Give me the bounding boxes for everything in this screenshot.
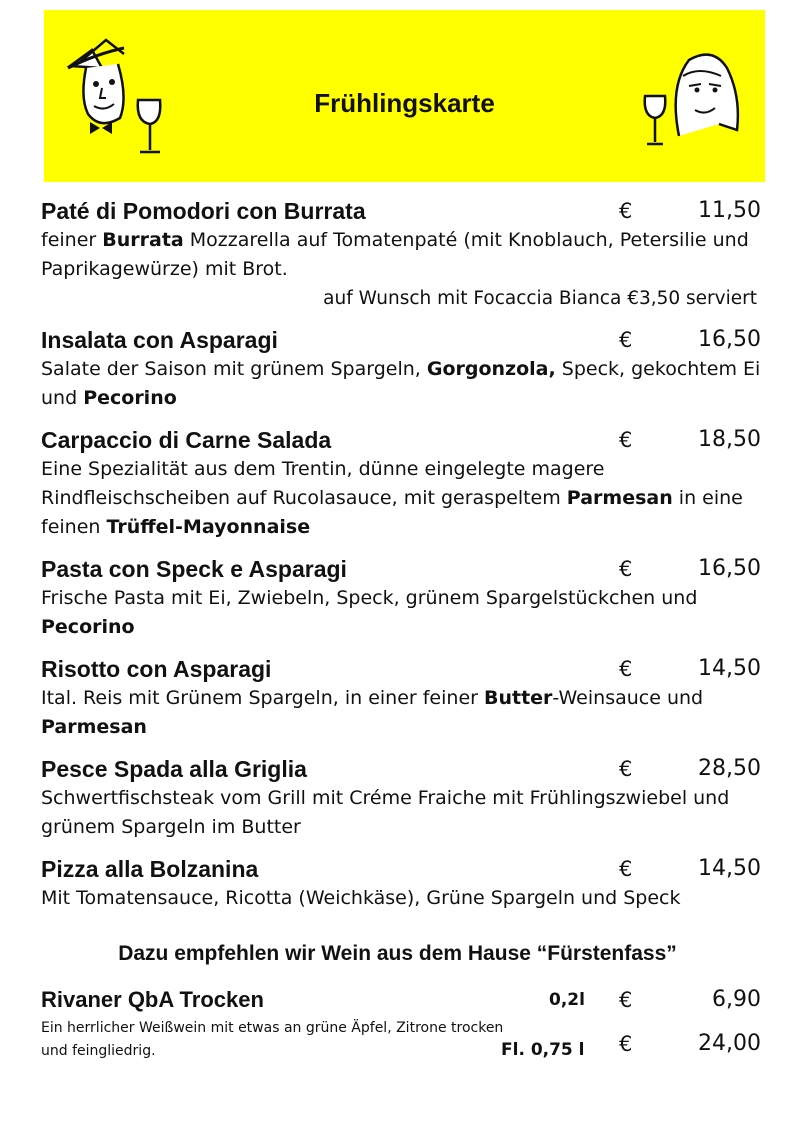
item-price: 28,50 <box>698 756 761 781</box>
currency-symbol: € <box>619 328 633 352</box>
highlighted-ingredient: Parmesan <box>566 487 673 509</box>
wine-price-bottle: 24,00 <box>698 1031 761 1056</box>
item-price: 18,50 <box>698 427 761 452</box>
item-description <box>41 884 761 913</box>
description-text: Speck, gekochtem Ei und <box>41 358 761 409</box>
item-note: auf Wunsch mit Focaccia Bianca €3,50 serviert <box>323 288 757 309</box>
highlighted-ingredient: Gorgonzola, <box>426 358 556 380</box>
page-title: Frühlingskarte <box>314 88 495 118</box>
wine-recommendation-heading: Dazu empfehlen wir Wein aus dem Hause “Fürstenfass” <box>118 942 677 965</box>
menu-item <box>41 325 761 413</box>
item-price: 16,50 <box>698 556 761 581</box>
currency-symbol: € <box>619 557 633 581</box>
item-price: 11,50 <box>698 198 761 223</box>
item-description <box>41 355 761 413</box>
wine-size-glass: 0,2l <box>549 990 585 1010</box>
highlighted-ingredient: Pecorino <box>83 387 177 409</box>
highlighted-ingredient: Butter <box>483 687 553 709</box>
item-description <box>41 455 761 542</box>
highlighted-ingredient: Pecorino <box>41 616 135 638</box>
currency-symbol: € <box>619 988 633 1012</box>
description-text: Frische Pasta mit Ei, Zwiebeln, Speck, grünem Spargelstückchen und <box>41 587 698 609</box>
description-text: Ital. Reis mit Grünem Spargeln, in einer feiner <box>41 687 484 709</box>
header-banner <box>44 10 765 182</box>
item-description <box>41 584 761 642</box>
description-text: Schwertfischsteak vom Grill mit Créme Fraiche mit Frühlingszwiebel und grünem Spargeln im Butter <box>41 787 730 838</box>
item-description <box>41 784 761 842</box>
currency-symbol: € <box>619 199 633 223</box>
wine-name: Rivaner QbA Trocken <box>41 987 264 1012</box>
item-description <box>41 684 761 742</box>
wine-price-glass: 6,90 <box>712 987 761 1012</box>
description-text: -Weinsauce und <box>552 687 704 709</box>
item-price: 14,50 <box>698 856 761 881</box>
menu-item <box>41 196 761 313</box>
description-text: Mit Tomatensauce, Ricotta (Weichkäse), Grüne Spargeln und Speck <box>41 887 681 909</box>
highlighted-ingredient: Burrata <box>102 229 184 251</box>
currency-symbol: € <box>619 757 633 781</box>
item-name: Pesce Spada alla Griglia <box>41 756 307 782</box>
item-price: 14,50 <box>698 656 761 681</box>
description-text: Eine Spezialität aus dem Trentin, dünne eingelegte magere Rindfleischscheiben auf Rucolasauce, mit geraspeltem <box>41 458 605 509</box>
item-price: 16,50 <box>698 327 761 352</box>
currency-symbol: € <box>619 857 633 881</box>
woman-with-glass-icon <box>639 46 743 150</box>
wine-item <box>41 985 761 1060</box>
highlighted-ingredient: Parmesan <box>41 716 147 738</box>
highlighted-ingredient: Trüffel-Mayonnaise <box>106 516 311 538</box>
description-text: in eine feinen <box>41 487 743 538</box>
menu-item <box>41 654 761 742</box>
wine-description: Ein herrlicher Weißwein mit etwas an grüne Äpfel, Zitrone trocken und feingliedrig. <box>41 1020 504 1059</box>
item-name: Paté di Pomodori con Burrata <box>41 198 366 224</box>
currency-symbol: € <box>619 1032 633 1056</box>
menu-item <box>41 854 761 913</box>
currency-symbol: € <box>619 428 633 452</box>
item-name: Insalata con Asparagi <box>41 327 278 353</box>
item-name: Risotto con Asparagi <box>41 656 272 682</box>
menu-item <box>41 425 761 542</box>
description-text: feiner <box>41 229 103 251</box>
wine-size-bottle: Fl. 0,75 l <box>501 1040 585 1060</box>
item-name: Pizza alla Bolzanina <box>41 856 259 882</box>
description-text: Salate der Saison mit grünem Spargeln, <box>41 358 427 380</box>
item-name: Pasta con Speck e Asparagi <box>41 556 347 582</box>
menu-item <box>41 554 761 642</box>
currency-symbol: € <box>619 657 633 681</box>
item-description <box>41 226 761 284</box>
menu-item <box>41 754 761 842</box>
item-name: Carpaccio di Carne Salada <box>41 427 332 453</box>
description-text: Mozzarella auf Tomatenpaté (mit Knoblauch, Petersilie und Paprikagewürze) mit Brot. <box>41 229 749 280</box>
